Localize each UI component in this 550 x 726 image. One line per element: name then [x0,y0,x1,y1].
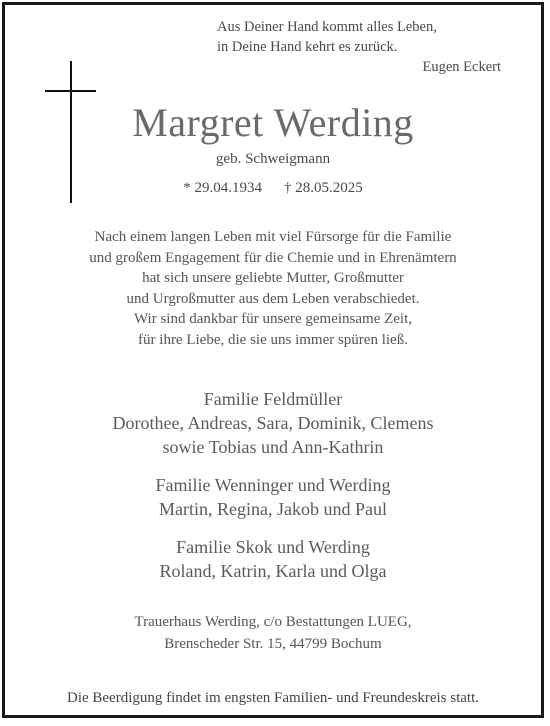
deceased-name: Margret Werding [132,100,414,145]
family-line: Familie Skok und Werding [176,537,370,557]
cross-horizontal-bar [45,90,96,92]
maiden-name: geb. Schweigmann [215,151,331,167]
family-line: Familie Wenninger und Werding [155,475,391,495]
family-line: Martin, Regina, Jakob und Paul [159,499,387,519]
motto-line-1: Aus Deiner Hand kommt alles Leben, [217,19,437,35]
obituary-frame [2,2,544,718]
family-group-3 [5,535,541,583]
message-line: und großem Engagement für die Chemie und in Ehrenämtern [89,249,457,266]
address-line: Trauerhaus Werding, c/o Bestattungen LUEG, [134,614,412,630]
message-line: Nach einem langen Leben mit viel Fürsorge für die Familie [94,229,452,245]
birth-date: * 29.04.1934 [183,180,262,196]
family-line: sowie Tobias und Ann-Kathrin [162,437,384,457]
funeral-notice: Die Beerdigung findet im engsten Familien- und Freundeskreis statt. [66,690,479,706]
message-line: Wir sind dankbar für unsere gemeinsame Zeit, [133,311,413,328]
motto-author: Eugen Eckert [422,59,501,75]
family-line: Dorothee, Andreas, Sara, Dominik, Clemens [112,413,434,433]
message-line: und Urgroßmutter aus dem Leben verabschiedet. [126,290,420,307]
message-line: hat sich unsere geliebte Mutter, Großmutter [142,270,404,287]
family-line: Roland, Katrin, Karla und Olga [159,561,387,581]
family-line: Familie Feldmüller [203,389,343,409]
family-group-1 [5,387,541,459]
family-group-2 [5,473,541,521]
funeral-home-address [5,611,541,655]
message-line: für ihre Liebe, die sie uns immer spüren ließ. [138,331,408,348]
life-dates [5,180,541,197]
death-date: † 28.05.2025 [284,180,363,196]
motto-line-2: in Deine Hand kehrt es zurück. [217,39,398,55]
address-line: Brenscheder Str. 15, 44799 Bochum [164,636,382,652]
message-text [5,227,541,351]
